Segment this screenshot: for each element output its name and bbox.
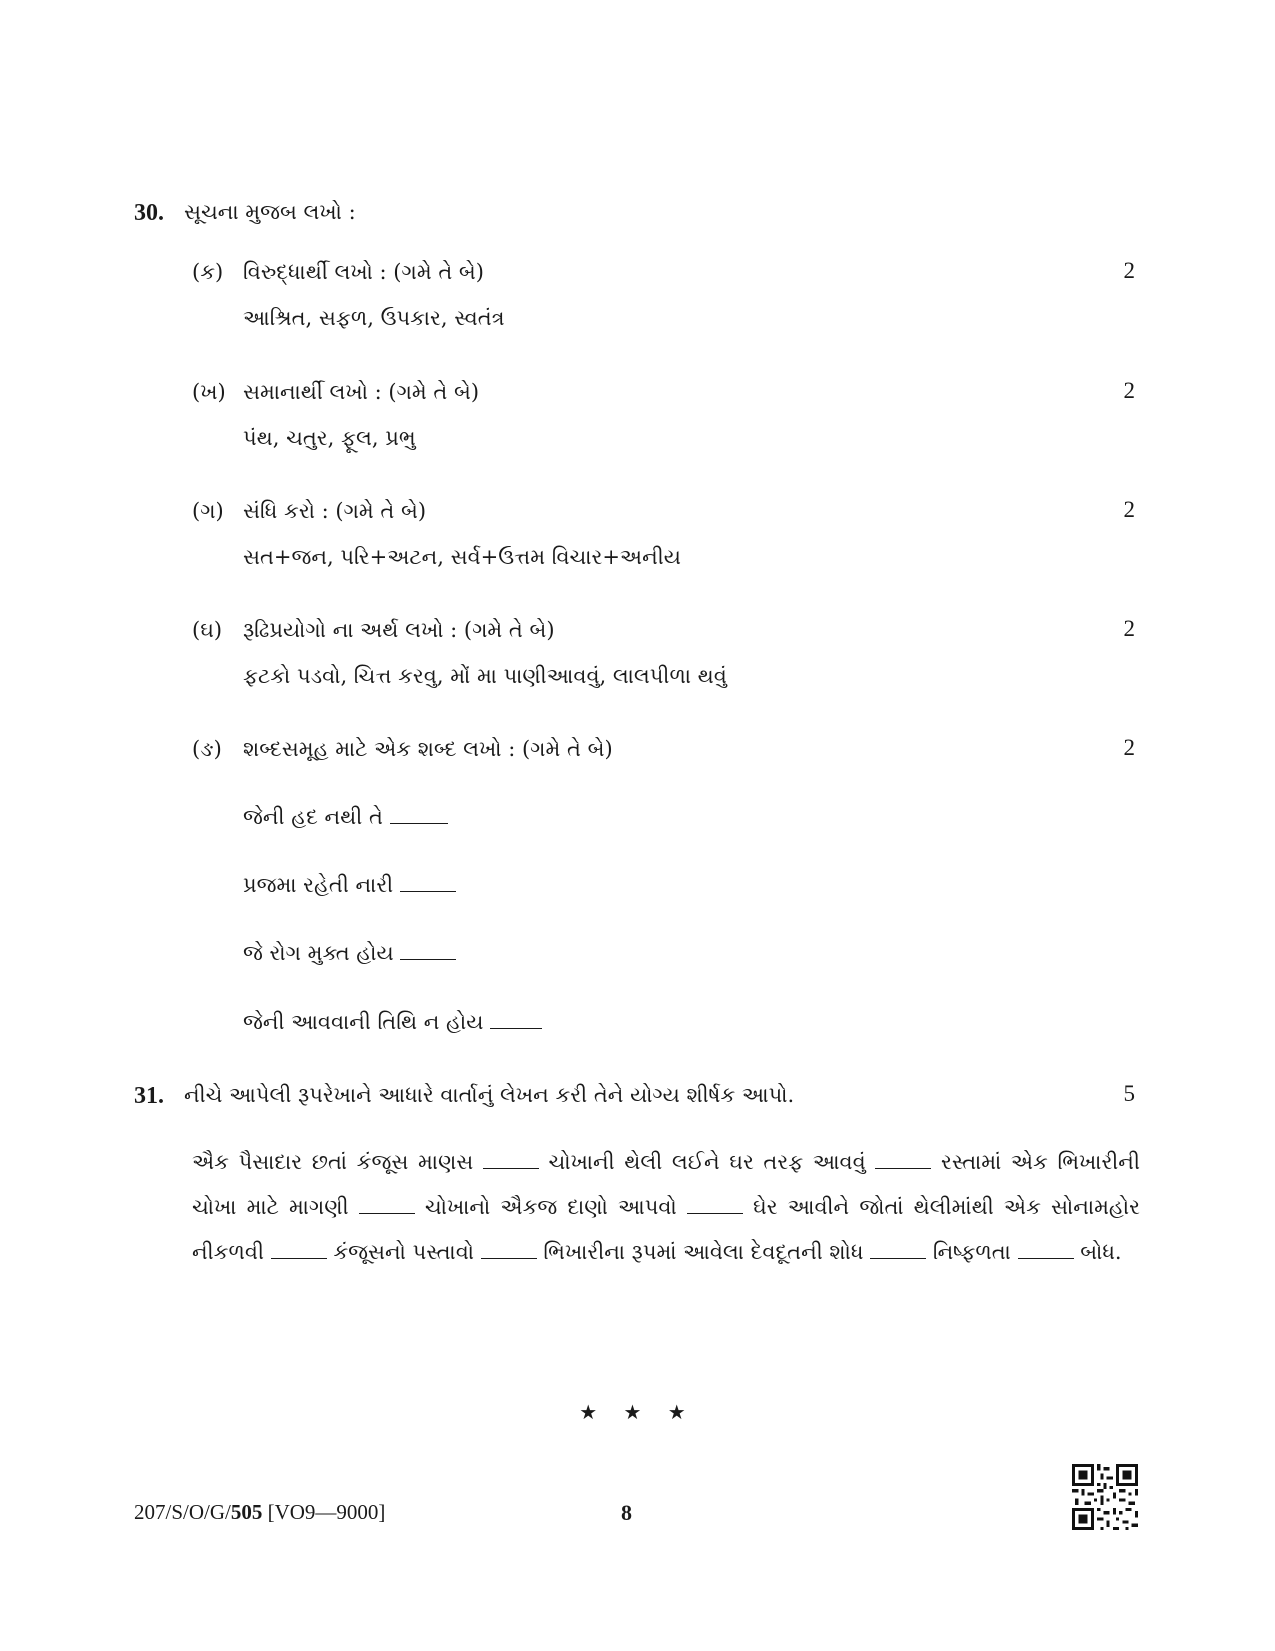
qr-code-icon <box>1072 1464 1138 1530</box>
fill-item-text: જે રોગ મુક્ત હોય <box>243 941 394 965</box>
answer-blank <box>481 1256 537 1259</box>
q30-part-ga-items: સત+જન, પરિ+અટન, સર્વ+ઉત્તમ વિચાર+અનીય <box>243 545 681 569</box>
question-30-number: 30. <box>134 200 164 226</box>
fill-item <box>243 873 456 898</box>
q30-part-ka-title: વિરુદ્ધાર્થી લખો : (ગમે તે બે) <box>243 260 484 284</box>
q30-part-kha-title: સમાનાર્થી લખો : (ગમે તે બે) <box>243 380 480 404</box>
page-number: 8 <box>621 1500 632 1525</box>
q30-part-ga-label: (ગ) <box>192 499 224 523</box>
question-31-marks: 5 <box>1123 1081 1135 1106</box>
outline-point: બોધ. <box>1080 1240 1122 1264</box>
fill-item-text: જેની આવવાની તિથિ ન હોય <box>243 1010 484 1034</box>
question-31-number: 31. <box>134 1083 164 1109</box>
q30-part-ga-marks: 2 <box>1123 497 1135 522</box>
answer-blank <box>359 1211 415 1214</box>
outline-point: ચોખાની થેલી લઈને ઘર તરફ આવવું <box>548 1150 866 1174</box>
paper-code-bold: 505 <box>230 1500 263 1524</box>
q30-part-gha-label: (ઘ) <box>192 618 223 642</box>
question-31-title: નીચે આપેલી રૂપરેખાને આધારે વાર્તાનું લેખન કરી તેને યોગ્ય શીર્ષક આપો. <box>184 1083 795 1107</box>
answer-blank <box>875 1166 931 1169</box>
answer-blank <box>1018 1256 1074 1259</box>
q30-part-kha-items: પંથ, ચતુર, ફૂલ, પ્રભુ <box>243 426 416 450</box>
answer-blank <box>687 1211 743 1214</box>
outline-point: ઐક પૈસાદાર છતાં કંજૂસ માણસ <box>192 1150 474 1174</box>
answer-blank <box>870 1256 926 1259</box>
end-marker: ★ ★ ★ <box>579 1400 696 1424</box>
q30-part-ka-items: આશ્રિત, સફળ, ઉપકાર, સ્વતંત્ર <box>243 306 505 330</box>
outline-point: કંજૂસનો પસ્તાવો <box>333 1240 475 1264</box>
story-outline <box>192 1140 1140 1275</box>
outline-point: ભિખારીના રૂપમાં આવેલા દેવદૂતની શોધ <box>543 1240 864 1264</box>
paper-code <box>134 1500 385 1525</box>
fill-item <box>243 941 456 966</box>
q30-part-gha-title: રૂઢિપ્રયોગો ના અર્થ લખો : (ગમે તે બે) <box>243 618 555 642</box>
answer-blank <box>490 1026 542 1029</box>
fill-item-text: પ્રજમા રહેતી નારી <box>243 873 394 897</box>
paper-code-suffix: [VO9—9000] <box>262 1500 386 1524</box>
outline-point: રસ્તામાં એક ભિખારીની ચોખા માટે માગણી <box>192 1150 1140 1219</box>
q30-part-ka-label: (ક) <box>192 260 224 284</box>
q30-part-kha-marks: 2 <box>1123 378 1135 403</box>
answer-blank <box>400 889 456 892</box>
q30-part-ga-title: સંધિ કરો : (ગમે તે બે) <box>243 499 427 523</box>
answer-blank <box>271 1256 327 1259</box>
outline-point: નિષ્ફળતા <box>932 1240 1011 1264</box>
answer-blank <box>483 1166 539 1169</box>
q30-part-nga-title: શબ્દસમૂહ માટે એક શબ્દ લખો : (ગમે તે બે) <box>243 737 613 761</box>
outline-point: ઘેર આવીને જોતાં થેલીમાંથી એક સોનામહોર નીકળવી <box>192 1195 1140 1264</box>
q30-part-nga-marks: 2 <box>1123 735 1135 760</box>
answer-blank <box>400 957 456 960</box>
answer-blank <box>390 821 448 824</box>
outline-point: ચોખાનો ઐકજ દાણો આપવો <box>424 1195 677 1219</box>
paper-code-prefix: 207/S/O/G/ <box>134 1500 231 1524</box>
q30-part-ka-marks: 2 <box>1123 258 1135 283</box>
q30-part-gha-marks: 2 <box>1123 616 1135 641</box>
q30-part-gha-items: ફટકો પડવો, ચિત્ત કરવુ, મોં મા પાણીઆવવું, લાલપીળા થવું <box>243 664 727 688</box>
fill-item <box>243 805 448 830</box>
q30-part-nga-label: (ઙ) <box>192 737 222 761</box>
fill-item <box>243 1010 542 1035</box>
question-30-title: સૂચના મુજબ લખો : <box>184 200 356 224</box>
fill-item-text: જેની હદ નથી તે <box>243 805 383 829</box>
q30-part-kha-label: (ખ) <box>192 380 226 404</box>
